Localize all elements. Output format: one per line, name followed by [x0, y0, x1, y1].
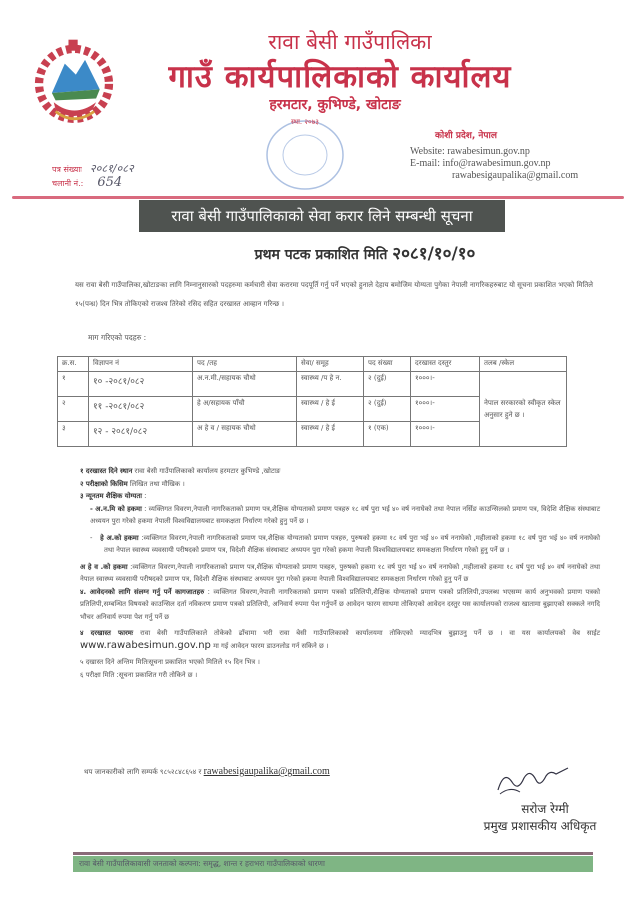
cell-sn: २ — [58, 397, 89, 422]
stamp-text: स्था. २०७३ — [291, 118, 319, 126]
notice-title-banner: रावा बेसी गाउँपालिकाको सेवा करार लिने सम्बन्धी सूचना — [139, 200, 505, 232]
publish-date-value: २०८१/१०/१० — [392, 244, 476, 264]
condition-4: ४. आवेदनको लागि संलग्न गर्नु पर्ने कागजातहरु : व्यक्तिगत विवरण,नेपाली नागरिकताको प्रमाण पत्रको प्रतिलिपी,शैक्षिक योग्यताको प्रमाण पत्रको प्रतिलिपी,उपलब्ध भएसम्म कार्य अनुभवको प्रमाण पत्रको प्रतिलिपी,सम्बन्धित विषयको काउन्सिल दर्ता नविकरण प्रमाण पत्रको प्रतिलिपी, अनिवार्य रुपमा पेश गर्नुपर्ने छ आवेदन फारम साथमा तोकिएको आवेदन दस्तुर यस कार्यालयको राजश्व खातामा बुझाएको सक्कले नगदि भौचर अनिवार्य रुपमा पेश गर्नु पर्ने छ — [80, 587, 601, 621]
application-website-link[interactable]: www.rawabesimun.gov.np — [80, 639, 211, 651]
col-header-count: पद संख्या — [364, 357, 411, 372]
footer-divider — [73, 852, 593, 855]
cell-count: २ (दुई) — [364, 372, 411, 397]
positions-label: माग गरिएको पदहरु : — [88, 333, 147, 342]
signatory-title: प्रमुख प्रशासकीय अधिकृत — [483, 819, 597, 833]
office-address: हरमटार, कुभिण्डे, खोटाङ — [269, 97, 401, 113]
footer-slogan: रावा बेसी गाउँपालिकावासी जनताको कल्पना: समृद्ध, शान्त र हराभरा गाउँपालिकाको धारणा — [73, 856, 593, 872]
qualification-ahw: अ हे व .को हकमा :व्यक्तिगत विवरण,नेपाली नागरिकताको प्रमाण पत्र,शैक्षिक योग्यताको प्रमाण पत्रहरु, पुरुषको हकमा १८ वर्ष पुरा भई ४० वर्ष ननाघेको ,महीलाको हकमा १८ वर्ष पुरा भई ४० वर्ष ननाघेको तथा नेपाल स्वास्थ्य व्यवसायी परीषदको प्रमाण पत्र, विदेशी शैक्षिक संस्थाबाट अध्ययन पुरा गरेको हकमा नेपाली विश्वविद्यालयबाट समकक्षता निर्धारण गरेको हुनु पर्ने छ — [80, 562, 600, 583]
office-name: गाउँ कार्यपालिकाको कार्यालय — [168, 59, 512, 95]
publish-date-heading — [200, 241, 530, 264]
cell-fee: १०००।- — [411, 422, 480, 447]
contact-block — [410, 146, 578, 182]
municipality-name: रावा बेसी गाउँपालिका — [268, 30, 432, 54]
contact-email-link[interactable]: rawabesigaupalika@gmail.com — [203, 766, 330, 777]
dispatch-no-value: 654 — [97, 175, 123, 190]
qualification-anm: - अ.न.मि को हकमा : व्यक्तिगत विवरण,नेपाली नागरिकताको प्रमाण पत्र,शैक्षिक योग्यताको प्रमाण पत्रहरु १८ वर्ष पुरा भई ४० वर्ष ननाघेको तथा नेपाल नर्सिङ काउन्सिलको प्रमाण पत्र, विदेशि शैक्षिक संस्थाबाट अध्ययन पुरा गरेको हकमा नेपाली विश्वविद्यालयबाट समकक्षता निर्धारण गरेको हुनु पर्ने छ । — [90, 504, 600, 525]
letter-no-label: पत्र संख्याः — [52, 165, 82, 174]
signature-mark — [490, 760, 570, 800]
cell-count: १ (एक) — [364, 422, 411, 447]
notice-intro: यस रावा बेसी गाउँपालिका,खोटाङका लागि निम्नानुसारको पदहरुमा कर्मचारी सेवा करारमा पदपूर्ति गर्नु पर्ने भएको हुनाले देहाय बमोजिम योग्यता पुगेका नेपाली नागरिकहरुबाट यो सूचना प्रकाशित भएको मितिले १५(पन्ध्र) दिन भित्र तोकिएको राजश्व तिरेको रसिद सहित दरखास्त आव्हान गरिन्छ । — [75, 281, 593, 308]
cell-post: अ हे व / सहायक चौथो — [193, 422, 297, 447]
cell-service: स्वास्थ्य / हे ई — [297, 422, 364, 447]
contact-line — [84, 766, 330, 777]
cell-service: स्वास्थ्य /प हे न. — [297, 372, 364, 397]
condition-3: ३ न्यूनतम शैक्षिक योग्यता : — [80, 492, 147, 500]
cell-service: स्वास्थ्य / हे ई — [297, 397, 364, 422]
condition-7: ६ परीक्षा मिति :सूचना प्रकाशित गरी तोकिने छ । — [80, 670, 198, 679]
header-divider — [12, 196, 624, 199]
email-label: E-mail: — [410, 158, 440, 169]
cell-sn: १ — [58, 372, 89, 397]
table-header-row — [58, 357, 567, 372]
nepal-emblem-logo — [28, 36, 120, 128]
cell-fee: १०००।- — [411, 372, 480, 397]
email-link-info[interactable]: info@rawabesimun.gov.np — [442, 158, 551, 169]
condition-5: ४ दरखास्त फारमः रावा बेसी गाउँपालिकाले तोकेको ढाँचामा भरी रावा बेसी गाउँपालिकाको कार्यालयमा तोकिएको म्यादभित्र बुझाउनु पर्ने छ । वा यस कार्यालयको वेब साईट www.rawabesimun.gov.np मा गई आवेदन फारम डाउनलोड गर्न सकिने छ । — [80, 629, 600, 651]
website-label: Website: — [410, 146, 445, 157]
qualification-ha: - हे अ.को हकमा :व्यक्तिगत विवरण,नेपाली नागरिकताको प्रमाण पत्र,शैक्षिक योग्यताको प्रमाण पत्रहरु, पुरुषको हकमा १८ वर्ष पुरा भई ४० वर्ष ननाघेको ,महीलाको हकमा १८ वर्ष पुरा भई ४० वर्ष ननाघेको तथा नेपाल स्वास्थ्य व्यवसायी परीषदको प्रमाण पत्र, विदेशी शैक्षिक संस्थाबाट अध्ययन पुरा गरेको हकमा नेपाली विश्वविद्यालयबाट समकक्षता निर्धारण गरेको हुनु पर्ने छ । — [90, 533, 600, 554]
cell-salary: नेपाल सरकारको स्वीकृत स्केल अनुसार हुने छ । — [480, 372, 567, 447]
col-header-post: पद /तह — [193, 357, 297, 372]
col-header-sn: क्र.स. — [58, 357, 89, 372]
cell-fee: १०००।- — [411, 397, 480, 422]
office-seal-stamp — [245, 110, 365, 195]
condition-6: ५ दखास्त दिने अन्तिम मितिःसूचना प्रकाशित भएको मितिले १५ दिन भित्र । — [80, 658, 260, 666]
publish-date-label: प्रथम पटक प्रकाशित मिति — [254, 247, 388, 263]
col-header-ad-no: विज्ञापन नं — [89, 357, 193, 372]
cell-post: हे अ/सहायक पाँचौ — [193, 397, 297, 422]
contact-text: थप जानकारीको लागि सम्पर्क ९८५२८४८६५४ र — [84, 768, 202, 776]
cell-ad-no: १० -२०८१/०८२ — [89, 372, 193, 397]
website-link[interactable]: rawabesimun.gov.np — [447, 146, 530, 157]
condition-2: २ परीक्षाको किसिम लिखित तथा मौखिक । — [80, 479, 185, 488]
letter-no-value: २०८१/०८२ — [89, 162, 134, 175]
positions-table — [57, 356, 567, 447]
col-header-salary: तलब /स्केल — [480, 357, 567, 372]
cell-count: २ (दुई) — [364, 397, 411, 422]
cell-ad-no: ११ -२०८१/०८२ — [89, 397, 193, 422]
col-header-service: सेवा/ समूह — [297, 357, 364, 372]
province-label: कोशी प्रदेश, नेपाल — [435, 131, 497, 141]
table-row — [58, 372, 567, 397]
cell-sn: ३ — [58, 422, 89, 447]
email-link-gmail[interactable]: rawabesigaupalika@gmail.com — [452, 170, 579, 181]
cell-post: अ.न.मी./सहायक चौथो — [193, 372, 297, 397]
col-header-fee: दरखास्त दस्तुर — [411, 357, 480, 372]
reference-block — [52, 162, 134, 190]
conditions-section — [80, 465, 600, 681]
signatory-name: सरोज रेग्मी — [521, 802, 569, 816]
cell-ad-no: १२ - २०८१/०८२ — [89, 422, 193, 447]
condition-1: १ दरखास्त दिने स्थान रावा बेसी गाउँपालिकाको कार्यालय हरमटार कुभिण्डे ,खोटाङ — [80, 467, 281, 475]
dispatch-no-label: चलानी नं.: — [52, 179, 84, 188]
